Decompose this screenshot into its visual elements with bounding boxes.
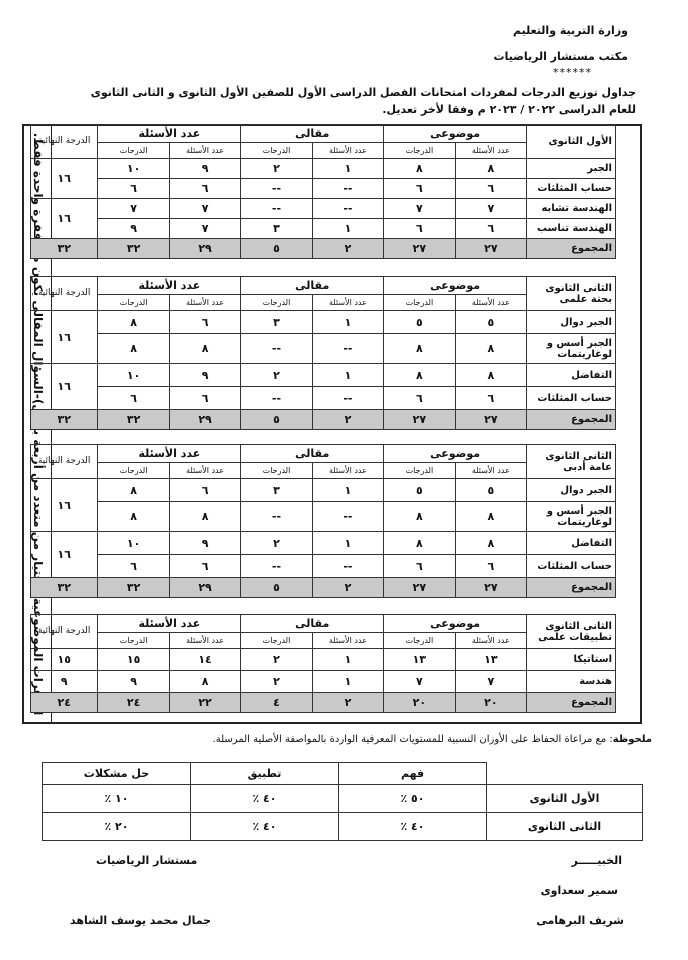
topic-name: الجبر أسس و لوغاريتمات [527,502,616,532]
topic-name: حساب المثلثات [527,555,616,578]
topic-name: الهندسة تشابه [527,199,616,219]
advisor-name: جمال محمد يوسف الشاهد [70,914,212,927]
total-value: ٢٧ [455,410,526,430]
cell-value: ٨ [384,334,455,364]
total-value: ٢٤ [31,693,98,713]
table-row [31,649,616,671]
final-grade-value: ١٥ [31,649,98,671]
cell-value: ١٥ [98,649,169,671]
cell-value: ٢ [241,649,312,671]
grades-subheader: الدرجات [384,295,455,311]
cell-value: ١ [312,219,383,239]
topic-name: الجبر دوال [527,311,616,334]
cell-value: ٥ [384,479,455,502]
document-title [46,84,636,118]
cell-value: ٦ [455,555,526,578]
cell-value: ٩ [169,532,240,555]
total-value: ٥ [241,239,312,259]
cell-value: ٣ [241,311,312,334]
cell-value: -- [312,179,383,199]
cell-value: -- [241,199,312,219]
cell-value: ١ [312,671,383,693]
cell-value: -- [241,334,312,364]
total-value: ٢٠ [384,693,455,713]
final-grade-value: ١٦ [31,479,98,532]
cell-value: ٦ [384,179,455,199]
num-questions-subheader: عدد الأسئلة [312,295,383,311]
topic-name: التفاضل [527,532,616,555]
level-value: ٢٠ ٪ [43,813,191,841]
cognitive-levels-table [42,762,643,841]
cell-value: ١ [312,479,383,502]
cell-value: ١٣ [455,649,526,671]
cell-value: ٧ [455,199,526,219]
cell-value: -- [312,334,383,364]
total-row [31,239,616,259]
total-label: المجموع [527,693,616,713]
topic-name: الجبر أسس و لوغاريتمات [527,334,616,364]
table-row [31,364,616,387]
cell-value: ٨ [169,502,240,532]
total-value: ٣٢ [98,578,169,598]
cell-value: ٢ [241,364,312,387]
num-questions-subheader: عدد الأسئلة [169,295,240,311]
grades-subheader: الدرجات [384,463,455,479]
total-value: ٣٢ [31,578,98,598]
cell-value: ٦ [455,179,526,199]
cell-value: -- [241,387,312,410]
cell-value: ٧ [455,671,526,693]
cell-value: ٦ [98,555,169,578]
ministry-name: وزارة التربية والتعليم [513,24,628,37]
stars-divider: ****** [553,66,592,79]
title-line-1: جداول توزيع الدرجات لمفردات امتحانات الفصل الدراسى الأول للصفين الأول الثانوى و الثانى الثانوى [90,86,636,99]
cell-value: ٦ [384,555,455,578]
cell-value: ٢ [241,671,312,693]
total-value: ٢٩ [169,578,240,598]
essay-header: مقالى [241,277,384,295]
topic-name: الجبر [527,159,616,179]
num-questions-subheader: عدد الأسئلة [312,463,383,479]
questions-total-header: عدد الأسئلة [98,445,241,463]
level-header-application: تطبيق [191,763,339,785]
cell-value: ١٠ [98,364,169,387]
total-value: ٥ [241,578,312,598]
total-value: ٢٧ [384,578,455,598]
cell-value: ٦ [455,387,526,410]
total-row [31,410,616,430]
block-label: الثانى الثانوى بحتة علمى [527,277,616,311]
grades-subheader: الدرجات [241,633,312,649]
num-questions-subheader: عدد الأسئلة [455,143,526,159]
final-grade-value: ١٦ [31,311,98,364]
final-grade-header: الدرجة النهائية [31,277,98,311]
cell-value: ٢ [241,159,312,179]
cell-value: ٥ [384,311,455,334]
num-questions-subheader: عدد الأسئلة [455,295,526,311]
expert-title: الخبيـــــر [571,854,622,867]
note [32,734,652,745]
cell-value: ٨ [98,311,169,334]
cell-value: ١٤ [169,649,240,671]
level-value: ٤٠ ٪ [339,813,487,841]
essay-header: مقالى [241,615,384,633]
cell-value: ٧ [169,199,240,219]
cell-value: ٦ [169,179,240,199]
block-label: الأول الثانوى [527,125,616,159]
expert-name-2: شريف البرهامى [536,914,624,927]
cell-value: ٣ [241,219,312,239]
cell-value: ٨ [98,334,169,364]
questions-total-header: عدد الأسئلة [98,277,241,295]
grade-block [30,444,616,598]
table-row [31,199,616,219]
cell-value: ٨ [169,334,240,364]
objective-header: موضوعى [384,445,527,463]
final-grade-value: ١٦ [31,159,98,199]
cell-value: ٦ [98,387,169,410]
num-questions-subheader: عدد الأسئلة [169,463,240,479]
cell-value: ٧ [169,219,240,239]
cell-value: ٨ [455,532,526,555]
final-grade-header: الدرجة النهائية [31,125,98,159]
table-row [31,532,616,555]
grades-subheader: الدرجات [241,463,312,479]
note-text: : مع مراعاة الحفاظ على الأوزان النسبية للمستويات المعرفية الواردة بالمواصفة الأصلية المرسلة. [212,734,613,745]
table-row [31,387,616,410]
cell-value: ٨ [384,502,455,532]
level-value: ٥٠ ٪ [339,785,487,813]
level-value: ١٠ ٪ [43,785,191,813]
cell-value: ٧ [384,671,455,693]
total-value: ٢٧ [455,239,526,259]
cell-value: ٩ [98,219,169,239]
num-questions-subheader: عدد الأسئلة [169,143,240,159]
table-row [31,311,616,334]
total-value: ٢ [312,578,383,598]
cell-value: ٦ [384,219,455,239]
table-row [31,502,616,532]
total-value: ٢٧ [455,578,526,598]
total-value: ٢٧ [384,410,455,430]
cell-value: ٦ [455,219,526,239]
topic-name: هندسة [527,671,616,693]
topic-name: استاتيكا [527,649,616,671]
cell-value: ٨ [384,364,455,387]
letterhead [494,18,628,70]
cell-value: -- [241,179,312,199]
cell-value: ١ [312,159,383,179]
cell-value: ٨ [455,159,526,179]
questions-total-header: عدد الأسئلة [98,615,241,633]
grades-subheader: الدرجات [98,463,169,479]
cell-value: ١٠ [98,532,169,555]
final-grade-value: ٩ [31,671,98,693]
total-value: ٣٢ [98,410,169,430]
total-value: ٣٢ [31,410,98,430]
table-row [31,671,616,693]
num-questions-subheader: عدد الأسئلة [312,143,383,159]
objective-header: موضوعى [384,125,527,143]
essay-header: مقالى [241,125,384,143]
cell-value: ٩ [169,364,240,387]
table-row [31,179,616,199]
cell-value: ٨ [455,364,526,387]
total-row [31,693,616,713]
topic-name: الهندسة تناسب [527,219,616,239]
cell-value: ٨ [98,479,169,502]
block-label: الثانى الثانوى تطبيقات علمى [527,615,616,649]
table-row [31,479,616,502]
num-questions-subheader: عدد الأسئلة [312,633,383,649]
cell-value: ١ [312,649,383,671]
table-row [31,555,616,578]
cell-value: -- [312,555,383,578]
cell-value: ٨ [169,671,240,693]
cell-value: ٦ [384,387,455,410]
total-value: ٢٢ [169,693,240,713]
grades-subheader: الدرجات [384,633,455,649]
num-questions-subheader: عدد الأسئلة [169,633,240,649]
essay-header: مقالى [241,445,384,463]
level-header-understanding: فهم [339,763,487,785]
cell-value: ٧ [384,199,455,219]
advisor-title: مستشار الرياضيات [96,854,198,867]
topic-name: حساب المثلثات [527,387,616,410]
grades-subheader: الدرجات [98,143,169,159]
objective-header: موضوعى [384,277,527,295]
cell-value: ٥ [455,479,526,502]
cell-value: ٦ [169,311,240,334]
cell-value: ٥ [455,311,526,334]
total-value: ٢ [312,693,383,713]
table-row [31,334,616,364]
cell-value: -- [312,199,383,219]
office-name: مكتب مستشار الرياضيات [493,50,628,63]
level-row-label: الأول الثانوى [487,785,643,813]
total-row [31,578,616,598]
total-value: ٤ [241,693,312,713]
cell-value: ٦ [169,555,240,578]
topic-name: الجبر دوال [527,479,616,502]
cell-value: ٩ [98,671,169,693]
levels-corner [487,763,643,785]
table-row [31,219,616,239]
objective-header: موضوعى [384,615,527,633]
table-row [31,159,616,179]
cell-value: ١٣ [384,649,455,671]
cell-value: ٨ [98,502,169,532]
final-grade-value: ١٦ [31,199,98,239]
cell-value: ٨ [384,532,455,555]
cell-value: ٦ [169,387,240,410]
cell-value: ٦ [98,179,169,199]
cell-value: -- [312,502,383,532]
cell-value: ٨ [455,334,526,364]
grades-subheader: الدرجات [384,143,455,159]
final-grade-header: الدرجة النهائية [31,445,98,479]
cell-value: ١ [312,532,383,555]
final-grade-value: ١٦ [31,532,98,578]
level-header-problem-solving: حل مشكلات [43,763,191,785]
questions-total-header: عدد الأسئلة [98,125,241,143]
total-value: ٢٤ [98,693,169,713]
cell-value: -- [241,555,312,578]
final-grade-header: الدرجة النهائية [31,615,98,649]
total-value: ٥ [241,410,312,430]
num-questions-subheader: عدد الأسئلة [455,463,526,479]
grades-subheader: الدرجات [241,143,312,159]
level-row-label: الثانى الثانوى [487,813,643,841]
grades-subheader: الدرجات [98,295,169,311]
cell-value: -- [312,387,383,410]
total-label: المجموع [527,239,616,259]
cell-value: ٨ [455,502,526,532]
grade-block [30,614,616,713]
topic-name: حساب المثلثات [527,179,616,199]
cell-value: ١ [312,311,383,334]
cell-value: -- [241,502,312,532]
cell-value: ٧ [98,199,169,219]
grade-block [30,124,616,259]
cell-value: ١٠ [98,159,169,179]
cell-value: ٩ [169,159,240,179]
level-value: ٤٠ ٪ [191,785,339,813]
note-label: ملحوظة [612,734,652,745]
total-value: ٢٩ [169,239,240,259]
final-grade-value: ١٦ [31,364,98,410]
num-questions-subheader: عدد الأسئلة [455,633,526,649]
grade-block [30,276,616,430]
level-value: ٤٠ ٪ [191,813,339,841]
total-value: ٣٢ [98,239,169,259]
grades-subheader: الدرجات [98,633,169,649]
cell-value: ٢ [241,532,312,555]
total-value: ٣٢ [31,239,98,259]
total-value: ٢ [312,410,383,430]
topic-name: التفاضل [527,364,616,387]
cell-value: ٦ [169,479,240,502]
expert-name-1: سمير سعداوى [540,884,618,897]
total-value: ٢٧ [384,239,455,259]
total-label: المجموع [527,578,616,598]
total-value: ٢٠ [455,693,526,713]
cell-value: ١ [312,364,383,387]
title-line-2: للعام الدراسى ٢٠٢٢ / ٢٠٢٣ م وفقا لأخر تعديل. [382,103,636,116]
block-label: الثانى الثانوى عامة أدبى [527,445,616,479]
cell-value: ٨ [384,159,455,179]
total-value: ٢٩ [169,410,240,430]
signatures [0,850,688,960]
grades-subheader: الدرجات [241,295,312,311]
total-value: ٢ [312,239,383,259]
cell-value: ٣ [241,479,312,502]
total-label: المجموع [527,410,616,430]
